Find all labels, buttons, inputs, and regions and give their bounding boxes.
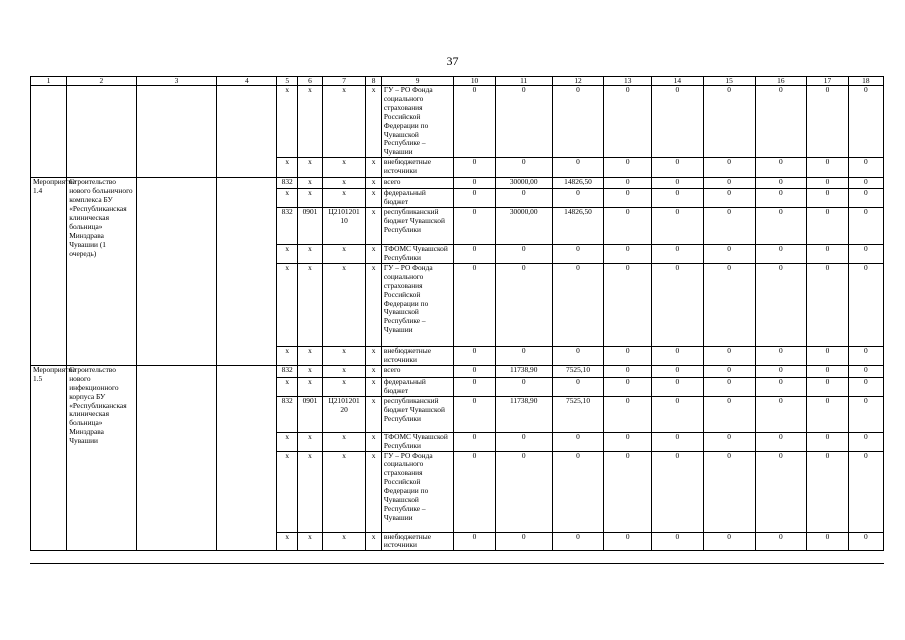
budget-code-cell: х xyxy=(322,189,365,208)
budget-code-cell: х xyxy=(322,158,365,178)
amount-cell: 0 xyxy=(755,432,807,451)
budget-code-cell: х xyxy=(366,245,382,264)
amount-cell: 0 xyxy=(755,532,807,551)
amount-cell: 0 xyxy=(755,86,807,158)
amount-cell: 0 xyxy=(807,263,848,346)
budget-code-cell: х xyxy=(366,365,382,377)
amount-cell: 0 xyxy=(848,532,883,551)
budget-code-cell: х xyxy=(322,245,365,264)
budget-code-cell: Ц2101201 20 xyxy=(322,396,365,432)
amount-cell: 14826,50 xyxy=(552,178,604,189)
budget-code-cell: х xyxy=(277,451,298,532)
column-number-3: 3 xyxy=(136,77,217,86)
responsible-cell xyxy=(136,178,217,366)
amount-cell: 0 xyxy=(552,189,604,208)
budget-code-cell: х xyxy=(366,346,382,365)
funding-source-cell: всего xyxy=(381,365,453,377)
amount-cell: 0 xyxy=(755,158,807,178)
funding-source-cell: ТФОМС Чувашской Республики xyxy=(381,432,453,451)
amount-cell: 0 xyxy=(703,208,755,245)
amount-cell: 0 xyxy=(703,532,755,551)
amount-cell: 14826,50 xyxy=(552,208,604,245)
table-row xyxy=(31,178,884,189)
amount-cell: 0 xyxy=(807,346,848,365)
amount-cell: 0 xyxy=(652,178,704,189)
object-name-cell: Строительство нового больничного комплекса БУ «Республиканская клиническая больница» Минздрава Чувашии (1 очередь) xyxy=(67,178,136,366)
budget-code-cell: х xyxy=(277,346,298,365)
bottom-rule xyxy=(30,563,884,564)
amount-cell: 0 xyxy=(495,377,552,396)
amount-cell: 0 xyxy=(652,451,704,532)
amount-cell: 0 xyxy=(495,346,552,365)
amount-cell: 0 xyxy=(604,396,652,432)
amount-cell: 0 xyxy=(755,263,807,346)
budget-code-cell: х xyxy=(322,365,365,377)
amount-cell: 0 xyxy=(652,158,704,178)
budget-code-cell: х xyxy=(366,377,382,396)
budget-code-cell: х xyxy=(366,432,382,451)
amount-cell: 0 xyxy=(604,532,652,551)
amount-cell: 0 xyxy=(454,377,495,396)
amount-cell: 0 xyxy=(454,346,495,365)
amount-cell: 0 xyxy=(848,451,883,532)
amount-cell: 0 xyxy=(848,377,883,396)
amount-cell: 0 xyxy=(454,158,495,178)
budget-code-cell: 0901 xyxy=(298,208,323,245)
budget-code-cell: х xyxy=(298,86,323,158)
amount-cell: 0 xyxy=(703,377,755,396)
amount-cell: 0 xyxy=(604,451,652,532)
table-body xyxy=(31,77,884,551)
amount-cell: 0 xyxy=(703,178,755,189)
amount-cell: 0 xyxy=(604,178,652,189)
budget-code-cell: х xyxy=(277,189,298,208)
budget-code-cell: х xyxy=(298,377,323,396)
amount-cell: 0 xyxy=(755,365,807,377)
budget-code-cell: х xyxy=(366,208,382,245)
funding-source-cell: внебюджетные источники xyxy=(381,346,453,365)
amount-cell: 0 xyxy=(703,189,755,208)
budget-code-cell: х xyxy=(298,451,323,532)
amount-cell: 0 xyxy=(454,432,495,451)
budget-code-cell: х xyxy=(277,86,298,158)
funding-source-cell: всего xyxy=(381,178,453,189)
column-number-8: 8 xyxy=(366,77,382,86)
amount-cell: 0 xyxy=(604,86,652,158)
amount-cell: 0 xyxy=(552,346,604,365)
budget-code-cell: х xyxy=(298,365,323,377)
responsible-cell xyxy=(136,365,217,550)
budget-code-cell: 832 xyxy=(277,178,298,189)
amount-cell: 0 xyxy=(848,396,883,432)
amount-cell: 0 xyxy=(454,451,495,532)
funding-source-cell: республиканский бюджет Чувашской Республики xyxy=(381,208,453,245)
amount-cell: 0 xyxy=(454,365,495,377)
budget-code-cell: х xyxy=(298,245,323,264)
funding-source-cell: ГУ – РО Фонда социального страхования Российской Федерации по Чувашской Республике – Чувашии xyxy=(381,451,453,532)
amount-cell: 0 xyxy=(552,245,604,264)
column-number-15: 15 xyxy=(703,77,755,86)
budget-code-cell: х xyxy=(277,432,298,451)
amount-cell: 0 xyxy=(604,377,652,396)
column-number-6: 6 xyxy=(298,77,323,86)
participants-cell xyxy=(217,365,277,550)
amount-cell: 0 xyxy=(703,86,755,158)
amount-cell: 0 xyxy=(652,377,704,396)
amount-cell: 0 xyxy=(552,86,604,158)
amount-cell: 0 xyxy=(703,432,755,451)
budget-code-cell: х xyxy=(366,263,382,346)
event-label-cell: Мероприятие 1.5 xyxy=(31,365,67,550)
amount-cell: 0 xyxy=(495,432,552,451)
amount-cell: 11738,90 xyxy=(495,396,552,432)
amount-cell: 0 xyxy=(807,208,848,245)
amount-cell: 0 xyxy=(495,532,552,551)
funding-source-cell: федеральный бюджет xyxy=(381,377,453,396)
budget-code-cell: х xyxy=(277,245,298,264)
amount-cell: 0 xyxy=(807,158,848,178)
amount-cell: 0 xyxy=(604,432,652,451)
amount-cell: 11738,90 xyxy=(495,365,552,377)
amount-cell: 0 xyxy=(604,158,652,178)
amount-cell: 0 xyxy=(454,208,495,245)
amount-cell: 0 xyxy=(495,451,552,532)
amount-cell: 7525,10 xyxy=(552,396,604,432)
amount-cell: 0 xyxy=(807,365,848,377)
column-number-4: 4 xyxy=(217,77,277,86)
funding-source-cell: федеральный бюджет xyxy=(381,189,453,208)
amount-cell: 0 xyxy=(604,245,652,264)
amount-cell: 0 xyxy=(454,263,495,346)
column-number-12: 12 xyxy=(552,77,604,86)
amount-cell: 0 xyxy=(848,365,883,377)
amount-cell: 0 xyxy=(604,189,652,208)
amount-cell: 0 xyxy=(552,377,604,396)
amount-cell: 0 xyxy=(755,396,807,432)
amount-cell: 0 xyxy=(454,86,495,158)
amount-cell: 0 xyxy=(652,365,704,377)
funding-source-cell: ГУ – РО Фонда социального страхования Российской Федерации по Чувашской Республике – Чувашии xyxy=(381,86,453,158)
budget-code-cell: Ц2101201 10 xyxy=(322,208,365,245)
object-name-cell: Строительство нового инфекционного корпуса БУ «Республиканская клиническая больница» Минздрава Чувашии xyxy=(67,365,136,550)
amount-cell: 30000,00 xyxy=(495,208,552,245)
amount-cell: 0 xyxy=(848,346,883,365)
amount-cell: 0 xyxy=(807,377,848,396)
funding-source-cell: внебюджетные источники xyxy=(381,532,453,551)
amount-cell: 0 xyxy=(703,245,755,264)
column-number-16: 16 xyxy=(755,77,807,86)
budget-code-cell: х xyxy=(322,432,365,451)
budget-code-cell: х xyxy=(277,377,298,396)
funding-source-cell: республиканский бюджет Чувашской Республики xyxy=(381,396,453,432)
amount-cell: 0 xyxy=(848,158,883,178)
amount-cell: 0 xyxy=(652,263,704,346)
budget-code-cell: х xyxy=(322,86,365,158)
amount-cell: 0 xyxy=(807,396,848,432)
amount-cell: 0 xyxy=(755,451,807,532)
amount-cell: 0 xyxy=(807,532,848,551)
amount-cell: 0 xyxy=(755,208,807,245)
column-number-9: 9 xyxy=(381,77,453,86)
event-label-cell xyxy=(31,86,67,178)
amount-cell: 0 xyxy=(495,189,552,208)
budget-code-cell: х xyxy=(322,377,365,396)
budget-code-cell: х xyxy=(366,86,382,158)
amount-cell: 0 xyxy=(703,396,755,432)
budget-code-cell: х xyxy=(322,532,365,551)
amount-cell: 0 xyxy=(848,263,883,346)
event-label-cell: Мероприятие 1.4 xyxy=(31,178,67,366)
budget-code-cell: х xyxy=(298,346,323,365)
funding-source-cell: ГУ – РО Фонда социального страхования Российской Федерации по Чувашской Республике – Чувашии xyxy=(381,263,453,346)
amount-cell: 0 xyxy=(703,365,755,377)
amount-cell: 0 xyxy=(848,208,883,245)
budget-code-cell: х xyxy=(366,451,382,532)
budget-code-cell: х xyxy=(298,263,323,346)
participants-cell xyxy=(217,178,277,366)
budget-code-cell: х xyxy=(322,346,365,365)
column-number-14: 14 xyxy=(652,77,704,86)
budget-code-cell: х xyxy=(366,178,382,189)
amount-cell: 0 xyxy=(807,189,848,208)
budget-code-cell: х xyxy=(298,178,323,189)
amount-cell: 0 xyxy=(604,208,652,245)
amount-cell: 30000,00 xyxy=(495,178,552,189)
amount-cell: 0 xyxy=(652,86,704,158)
amount-cell: 7525,10 xyxy=(552,365,604,377)
amount-cell: 0 xyxy=(495,245,552,264)
amount-cell: 0 xyxy=(703,158,755,178)
budget-code-cell: х xyxy=(366,396,382,432)
budget-code-cell: х xyxy=(322,451,365,532)
column-number-10: 10 xyxy=(454,77,495,86)
amount-cell: 0 xyxy=(652,208,704,245)
amount-cell: 0 xyxy=(454,396,495,432)
amount-cell: 0 xyxy=(552,451,604,532)
amount-cell: 0 xyxy=(848,245,883,264)
amount-cell: 0 xyxy=(807,178,848,189)
amount-cell: 0 xyxy=(807,432,848,451)
amount-cell: 0 xyxy=(604,365,652,377)
amount-cell: 0 xyxy=(454,189,495,208)
participants-cell xyxy=(217,86,277,178)
budget-code-cell: х xyxy=(366,158,382,178)
amount-cell: 0 xyxy=(703,451,755,532)
amount-cell: 0 xyxy=(848,178,883,189)
table-row xyxy=(31,86,884,158)
budget-code-cell: х xyxy=(277,158,298,178)
amount-cell: 0 xyxy=(755,189,807,208)
amount-cell: 0 xyxy=(652,245,704,264)
budget-code-cell: 832 xyxy=(277,365,298,377)
amount-cell: 0 xyxy=(848,432,883,451)
budget-code-cell: х xyxy=(366,189,382,208)
budget-code-cell: х xyxy=(366,532,382,551)
column-number-5: 5 xyxy=(277,77,298,86)
column-number-1: 1 xyxy=(31,77,67,86)
amount-cell: 0 xyxy=(552,432,604,451)
funding-source-cell: ТФОМС Чувашской Республики xyxy=(381,245,453,264)
amount-cell: 0 xyxy=(454,178,495,189)
amount-cell: 0 xyxy=(703,346,755,365)
amount-cell: 0 xyxy=(848,86,883,158)
amount-cell: 0 xyxy=(807,86,848,158)
amount-cell: 0 xyxy=(652,189,704,208)
budget-code-cell: х xyxy=(298,532,323,551)
amount-cell: 0 xyxy=(454,532,495,551)
budget-code-cell: х xyxy=(298,189,323,208)
page-number: 37 xyxy=(446,54,459,68)
amount-cell: 0 xyxy=(652,532,704,551)
amount-cell: 0 xyxy=(652,396,704,432)
amount-cell: 0 xyxy=(807,245,848,264)
amount-cell: 0 xyxy=(552,532,604,551)
amount-cell: 0 xyxy=(755,245,807,264)
budget-code-cell: 832 xyxy=(277,396,298,432)
funding-source-cell: внебюджетные источники xyxy=(381,158,453,178)
column-number-13: 13 xyxy=(604,77,652,86)
budget-code-cell: х xyxy=(298,158,323,178)
amount-cell: 0 xyxy=(495,86,552,158)
column-number-2: 2 xyxy=(67,77,136,86)
amount-cell: 0 xyxy=(848,189,883,208)
amount-cell: 0 xyxy=(703,263,755,346)
amount-cell: 0 xyxy=(495,158,552,178)
amount-cell: 0 xyxy=(552,263,604,346)
budget-code-cell: 0901 xyxy=(298,396,323,432)
amount-cell: 0 xyxy=(755,377,807,396)
amount-cell: 0 xyxy=(652,432,704,451)
amount-cell: 0 xyxy=(755,346,807,365)
amount-cell: 0 xyxy=(495,263,552,346)
column-number-18: 18 xyxy=(848,77,883,86)
column-number-row xyxy=(31,77,884,86)
budget-code-cell: х xyxy=(322,178,365,189)
budget-code-cell: х xyxy=(322,263,365,346)
column-number-11: 11 xyxy=(495,77,552,86)
column-number-17: 17 xyxy=(807,77,848,86)
table-row xyxy=(31,365,884,377)
amount-cell: 0 xyxy=(755,178,807,189)
budget-table xyxy=(30,76,884,551)
budget-code-cell: 832 xyxy=(277,208,298,245)
amount-cell: 0 xyxy=(604,263,652,346)
budget-code-cell: х xyxy=(277,263,298,346)
budget-code-cell: х xyxy=(277,532,298,551)
amount-cell: 0 xyxy=(807,451,848,532)
amount-cell: 0 xyxy=(454,245,495,264)
budget-code-cell: х xyxy=(298,432,323,451)
amount-cell: 0 xyxy=(604,346,652,365)
amount-cell: 0 xyxy=(552,158,604,178)
amount-cell: 0 xyxy=(652,346,704,365)
responsible-cell xyxy=(136,86,217,178)
column-number-7: 7 xyxy=(322,77,365,86)
object-name-cell xyxy=(67,86,136,178)
